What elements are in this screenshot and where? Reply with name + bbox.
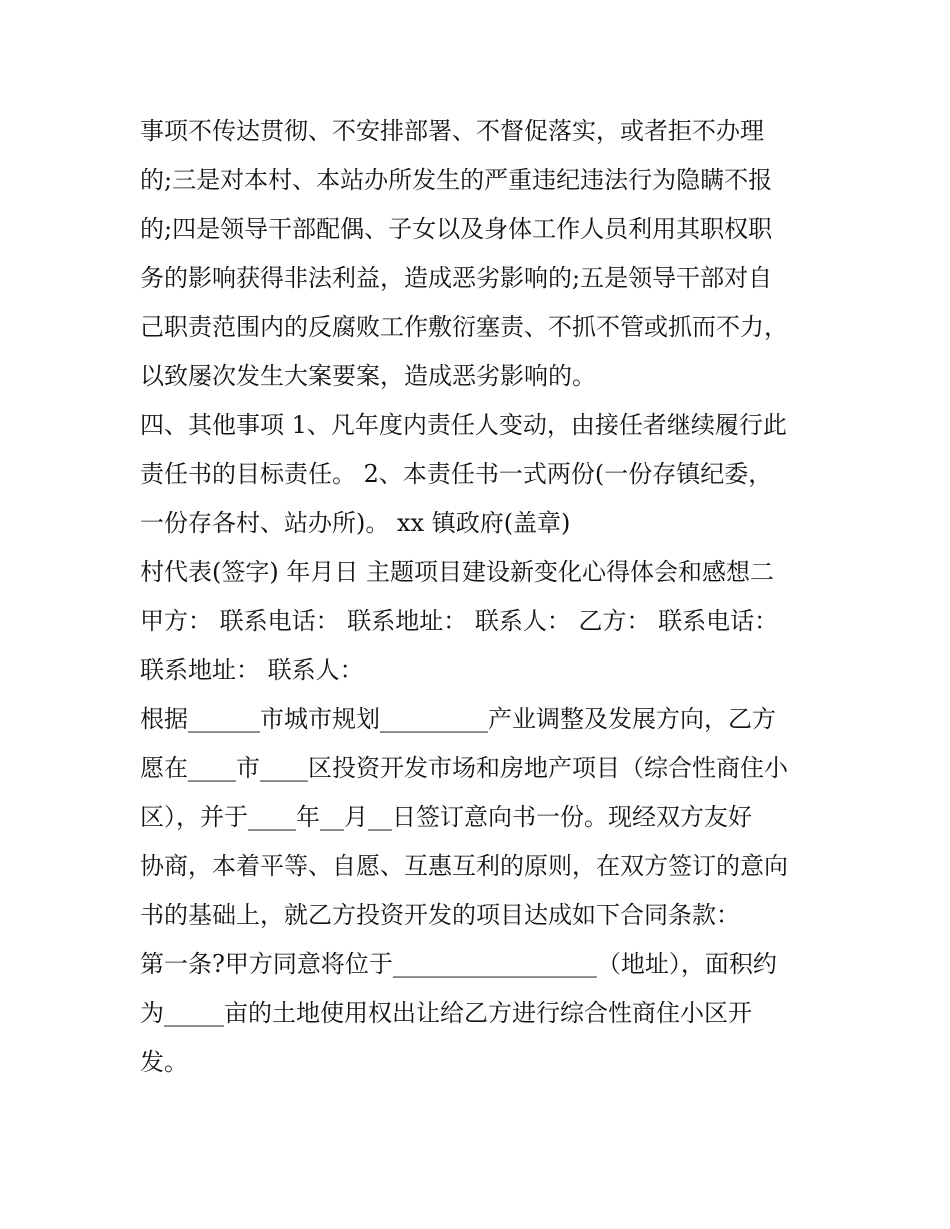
text-line: 务的影响获得非法利益，造成恶劣影响的;五是领导干部对自 <box>140 264 773 292</box>
text-line: 甲方： 联系电话： 联系地址： 联系人： 乙方： 联系电话： <box>140 607 779 635</box>
text-line: 责任书的目标责任。 2、本责任书一式两份(一份存镇纪委， <box>140 460 773 488</box>
text-line: 联系地址： 联系人： <box>140 656 364 684</box>
text-line: 事项不传达贯彻、不安排部署、不督促落实，或者拒不办理 <box>140 117 764 145</box>
text-line: 的;四是领导干部配偶、子女以及身体工作人员利用其职权职 <box>140 215 773 243</box>
text-line: 村代表(签字) 年月日 主题项目建设新变化心得体会和感想二 <box>140 558 774 586</box>
text-line: 书的基础上，就乙方投资开发的项目达成如下合同条款： <box>140 901 740 929</box>
text-line: 己职责范围内的反腐败工作敷衍塞责、不抓不管或抓而不力， <box>140 313 788 341</box>
text-line: 根据______市城市规划_________产业调整及发展方向，乙方 <box>140 705 776 733</box>
text-line: 为_____亩的土地使用权出让给乙方进行综合性商住小区开 <box>140 999 752 1027</box>
text-line: 的;三是对本村、本站办所发生的严重违纪违法行为隐瞒不报 <box>140 166 773 194</box>
document-body <box>140 107 840 1087</box>
text-line: 愿在____市____区投资开发市场和房地产项目（综合性商住小 <box>140 754 788 782</box>
text-line: 发。 <box>140 1048 188 1076</box>
text-line: 一份存各村、站办所)。 xx 镇政府(盖章) <box>140 509 571 537</box>
text-line: 协商，本着平等、自愿、互惠互利的原则，在双方签订的意向 <box>140 852 788 880</box>
text-line: 以致屡次发生大案要案，造成恶劣影响的。 <box>140 362 596 390</box>
text-line: 四、其他事项 1、凡年度内责任人变动，由接任者继续履行此 <box>140 411 787 439</box>
text-line: 第一条?甲方同意将位于_________________（地址），面积约 <box>140 950 777 978</box>
text-line: 区），并于____年__月__日签订意向书一份。现经双方友好 <box>140 803 752 831</box>
